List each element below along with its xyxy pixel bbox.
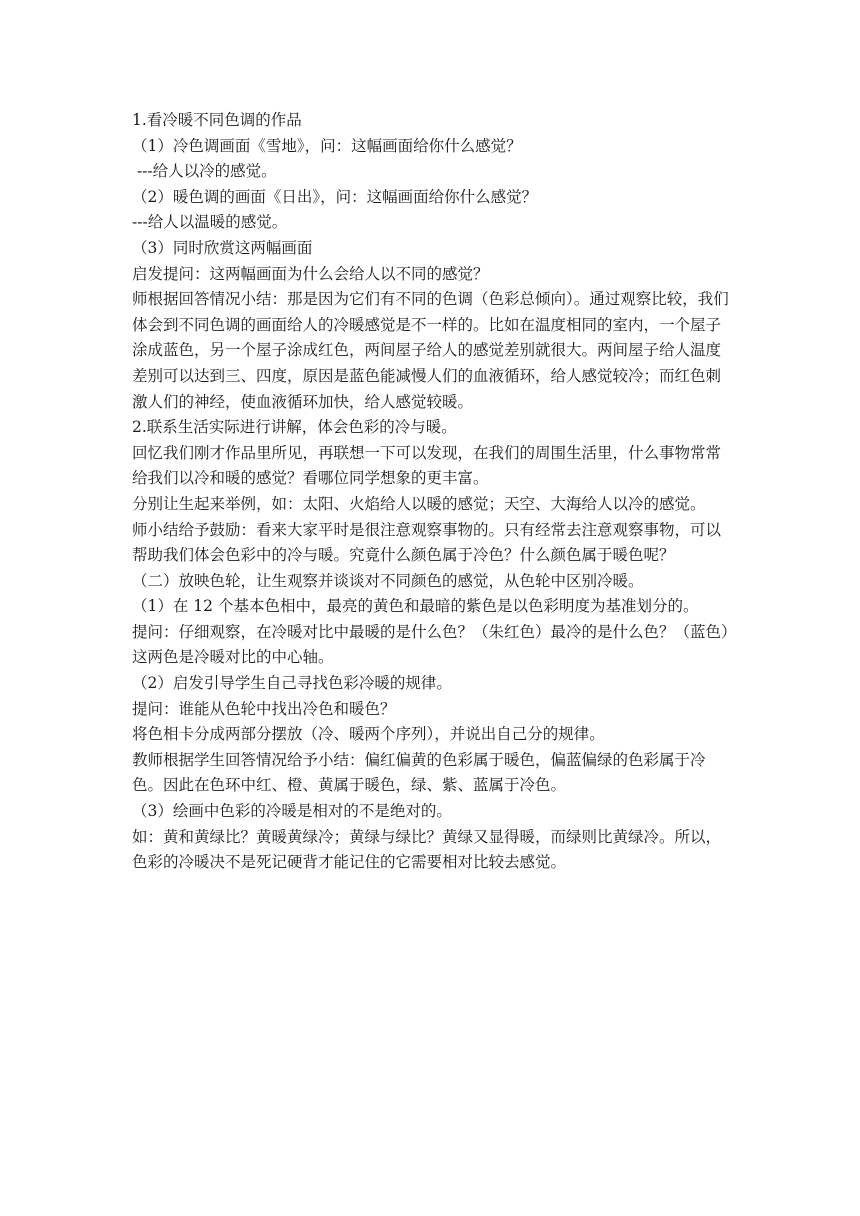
example-comparison: 如：黄和黄绿比？黄暖黄绿冷；黄绿与绿比？黄绿又显得暖，而绿则比黄绿冷。所以，色彩的冷暖决不是死记硬背才能记住的它需要相对比较去感觉。 <box>132 827 722 872</box>
item-compare-paintings: （3）同时欣赏这两幅画面 <box>132 238 313 257</box>
answer-cold: ---给人以冷的感觉。 <box>132 162 277 181</box>
heading-section-1: 1.看冷暖不同色调的作品 <box>132 111 302 129</box>
teacher-summary-warm-cold: 教师根据学生回答情况给予小结：偏红偏黄的色彩属于暖色，偏蓝偏绿的色彩属于冷色。因此在色环中红、橙、黄属于暖色，绿、紫、蓝属于冷色。 <box>132 750 706 795</box>
item-warm-painting: （2）暖色调的画面《日出》，问：这幅画面给你什么感觉？ <box>132 187 538 206</box>
document-body <box>132 108 732 876</box>
item-cold-painting: （1）冷色调画面《雪地》，问：这幅画面给你什么感觉？ <box>132 136 522 155</box>
teacher-summary-tone: 师根据回答情况小结：那是因为它们有不同的色调（色彩总倾向）。通过观察比较，我们体会到不同色调的画面给人的冷暖感觉是不一样的。比如在温度相同的室内，一个屋子涂成蓝色，另一个屋子涂成红色，两间屋子给人的感觉差别就很大。两间屋子给人温度差别可以达到三、四度，原因是蓝色能减慢人们的血液循环，给人感觉较冷；而红色刺激人们的神经，使血液循环加快，给人感觉较暖。 <box>132 290 729 411</box>
question-warmest-coldest: 提问：仔细观察，在冷暖对比中最暖的是什么色？（朱红色）最冷的是什么色？（蓝色）这两色是冷暖对比的中心轴。 <box>132 622 729 667</box>
item-twelve-hues: （1）在 12 个基本色相中，最亮的黄色和最暗的紫色是以色彩明度为基准划分的。 <box>132 597 699 616</box>
item-find-rules: （2）启发引导学生自己寻找色彩冷暖的规律。 <box>132 674 452 693</box>
heading-color-wheel: （二）放映色轮，让生观察并谈谈对不同颜色的感觉，从色轮中区别冷暖。 <box>132 571 644 590</box>
question-find-colors: 提问：谁能从色轮中找出冷色和暖色？ <box>132 699 396 718</box>
question-why-different: 启发提问：这两幅画面为什么会给人以不同的感觉？ <box>132 264 489 283</box>
answer-warm: ---给人以温暖的感觉。 <box>132 213 288 232</box>
item-relative-warmth: （3）绘画中色彩的冷暖是相对的不是绝对的。 <box>132 802 452 821</box>
recall-prompt: 回忆我们刚才作品里所见，再联想一下可以发现，在我们的周围生活里，什么事物常常给我们以冷和暖的感觉？看哪位同学想象的更丰富。 <box>132 443 722 488</box>
card-sorting-activity: 将色相卡分成两部分摆放（冷、暖两个序列），并说出自己分的规律。 <box>132 725 605 744</box>
student-examples: 分别让生起来举例，如：太阳、火焰给人以暖的感觉；天空、大海给人以冷的感觉。 <box>132 494 706 513</box>
heading-section-2: 2.联系生活实际进行讲解，体会色彩的冷与暖。 <box>132 418 457 437</box>
teacher-encouragement: 师小结给予鼓励：看来大家平时是很注意观察事物的。只有经常去注意观察事物，可以帮助我们体会色彩中的冷与暖。究竟什么颜色属于冷色？什么颜色属于暖色呢？ <box>132 520 722 565</box>
